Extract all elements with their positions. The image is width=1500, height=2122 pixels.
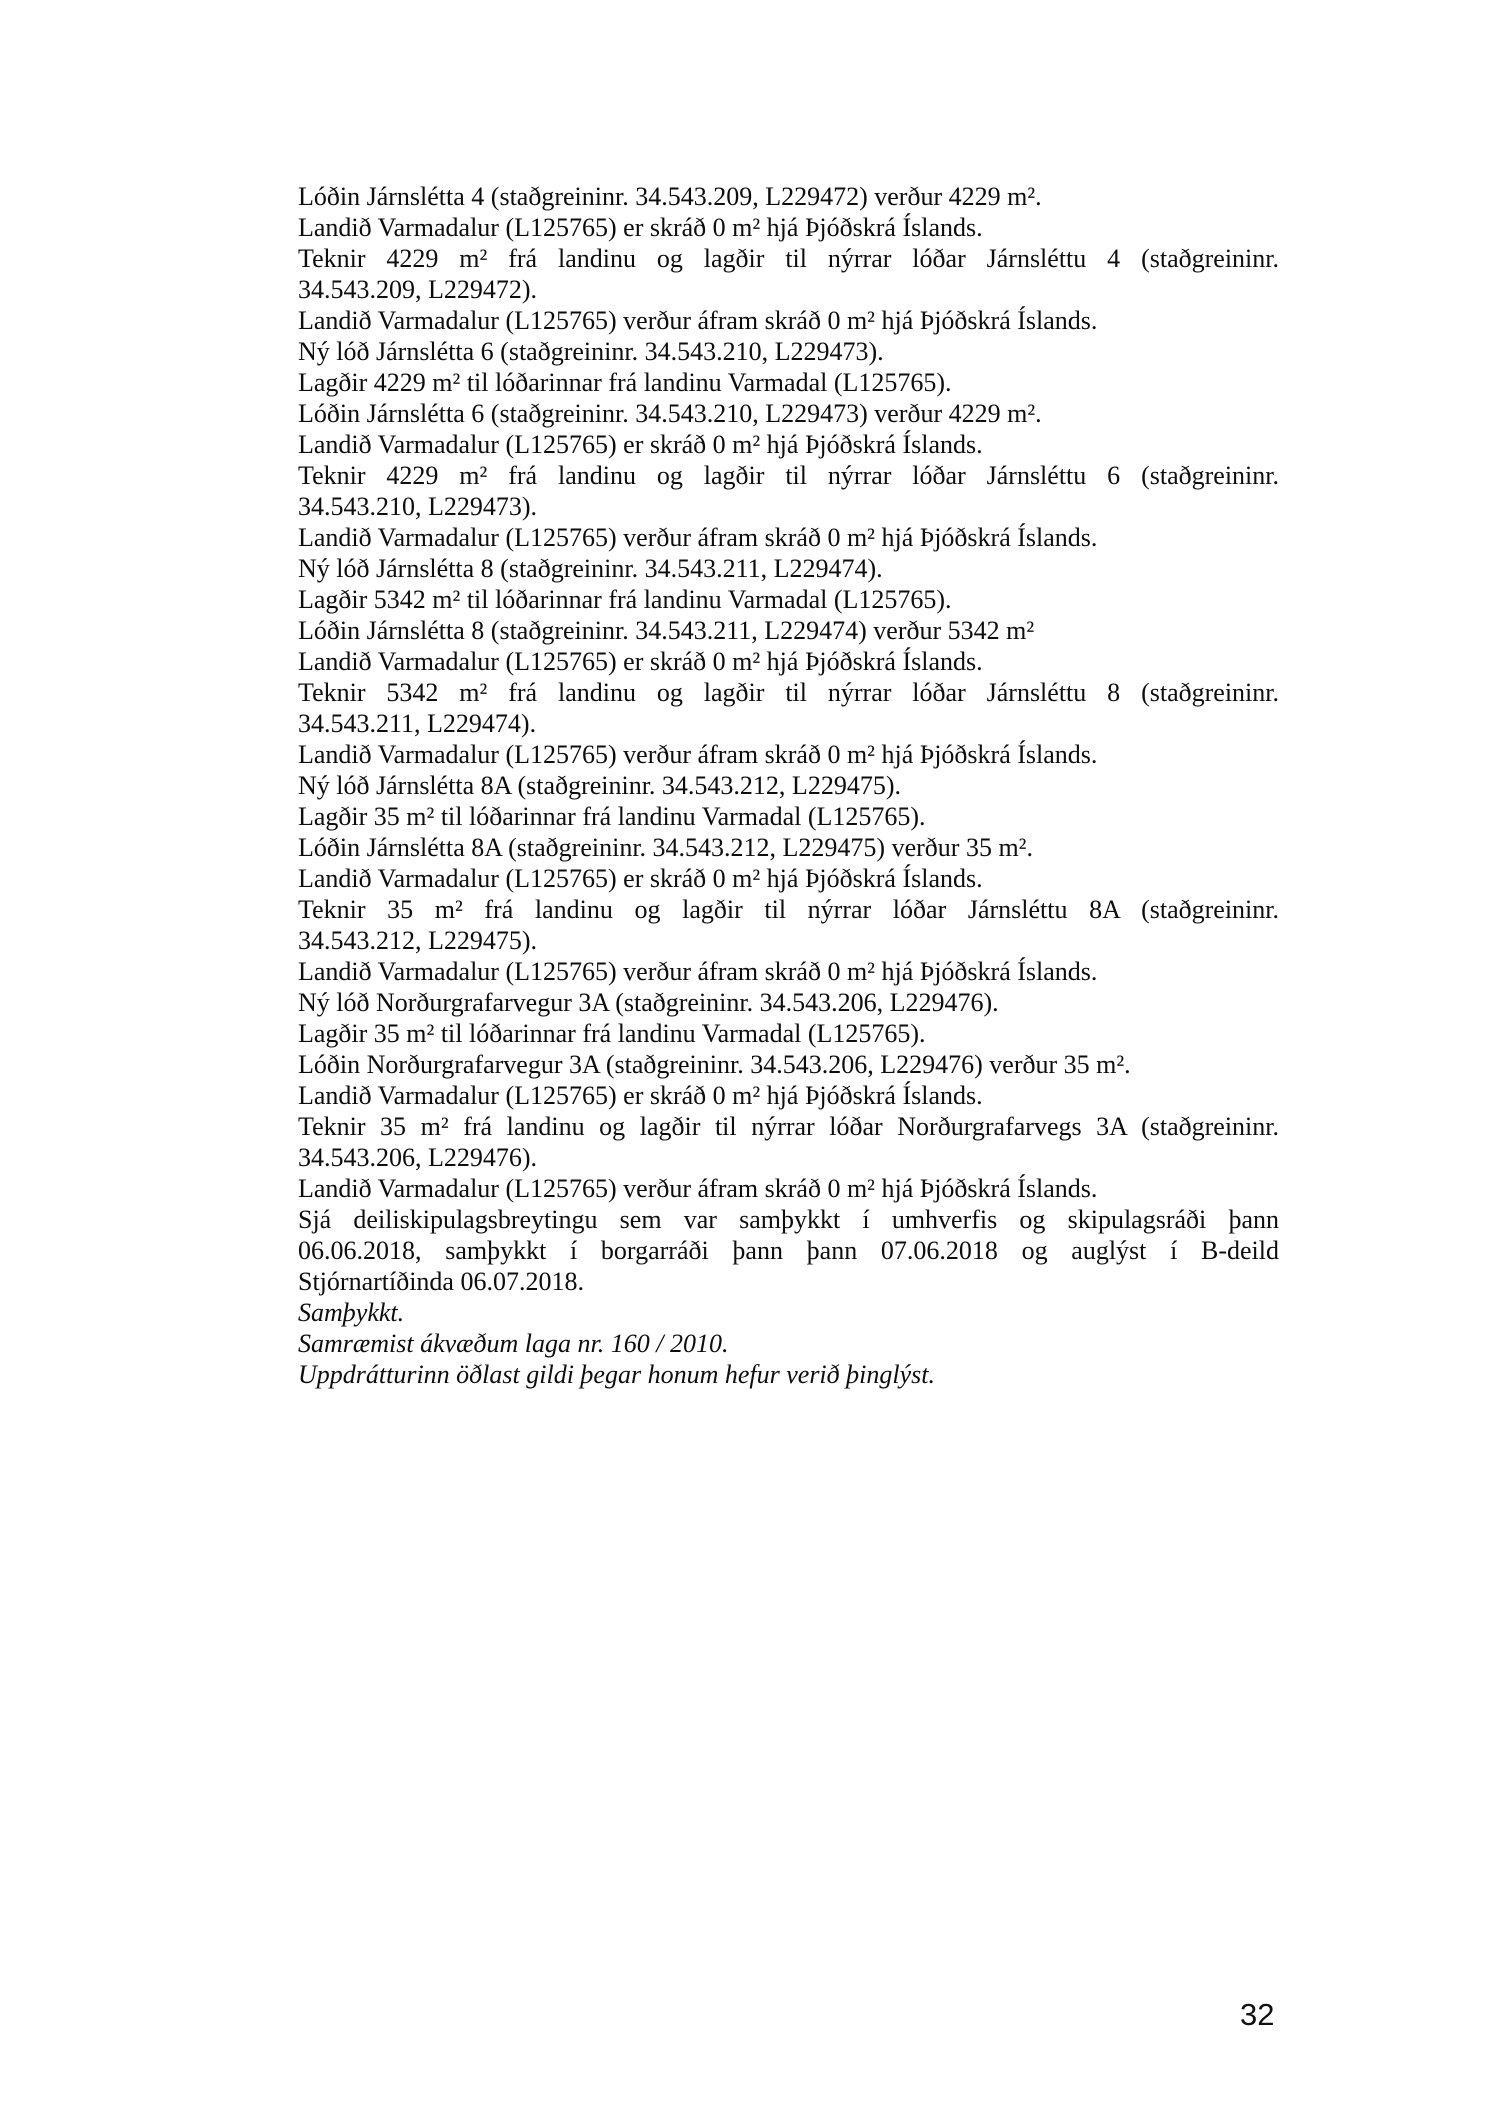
text-line: Lóðin Járnslétta 4 (staðgreininr. 34.543.209, L229472) verður 4229 m². (298, 182, 1042, 211)
text-line: Landið Varmadalur (L125765) verður áfram skráð 0 m² hjá Þjóðskrá Íslands. (298, 523, 1098, 552)
text-line: Lagðir 5342 m² til lóðarinnar frá landinu Varmadal (L125765). (298, 585, 952, 614)
text-line: 34.543.206, L229476). (298, 1143, 538, 1172)
text-line: Landið Varmadalur (L125765) verður áfram skráð 0 m² hjá Þjóðskrá Íslands. (298, 957, 1098, 986)
text-line: Ný lóð Járnslétta 8A (staðgreininr. 34.543.212, L229475). (298, 771, 901, 800)
text-line: Sjá deiliskipulagsbreytingu sem var samþykkt í umhverfis og skipulagsráði þann (298, 1205, 1279, 1234)
text-line: Ný lóð Norðurgrafarvegur 3A (staðgreininr. 34.543.206, L229476). (298, 988, 999, 1017)
text-line: Landið Varmadalur (L125765) er skráð 0 m² hjá Þjóðskrá Íslands. (298, 213, 983, 242)
text-line: Landið Varmadalur (L125765) verður áfram skráð 0 m² hjá Þjóðskrá Íslands. (298, 740, 1098, 769)
text-line: 34.543.209, L229472). (298, 275, 538, 304)
text-line: Landið Varmadalur (L125765) verður áfram skráð 0 m² hjá Þjóðskrá Íslands. (298, 306, 1098, 335)
text-line: Samþykkt. (298, 1298, 405, 1327)
text-line: Lóðin Járnslétta 6 (staðgreininr. 34.543.210, L229473) verður 4229 m². (298, 399, 1042, 428)
text-line: Landið Varmadalur (L125765) er skráð 0 m² hjá Þjóðskrá Íslands. (298, 864, 983, 893)
text-line: Teknir 4229 m² frá landinu og lagðir til nýrrar lóðar Járnsléttu 4 (staðgreininr. (298, 244, 1279, 273)
text-line: Teknir 35 m² frá landinu og lagðir til nýrrar lóðar Járnsléttu 8A (staðgreininr. (298, 895, 1279, 924)
text-line: Lagðir 4229 m² til lóðarinnar frá landinu Varmadal (L125765). (298, 368, 952, 397)
text-line: Landið Varmadalur (L125765) er skráð 0 m² hjá Þjóðskrá Íslands. (298, 647, 983, 676)
text-line: 34.543.210, L229473). (298, 492, 538, 521)
text-line: Uppdrátturinn öðlast gildi þegar honum hefur verið þinglýst. (298, 1360, 935, 1389)
text-line: Landið Varmadalur (L125765) er skráð 0 m² hjá Þjóðskrá Íslands. (298, 430, 983, 459)
text-line: Stjórnartíðinda 06.07.2018. (298, 1267, 584, 1296)
text-line: Ný lóð Járnslétta 8 (staðgreininr. 34.543.211, L229474). (298, 554, 883, 583)
text-line: Ný lóð Járnslétta 6 (staðgreininr. 34.543.210, L229473). (298, 337, 884, 366)
text-line: Lagðir 35 m² til lóðarinnar frá landinu Varmadal (L125765). (298, 802, 926, 831)
text-line: Lagðir 35 m² til lóðarinnar frá landinu Varmadal (L125765). (298, 1019, 926, 1048)
text-line: Landið Varmadalur (L125765) er skráð 0 m² hjá Þjóðskrá Íslands. (298, 1081, 983, 1110)
text-line: Landið Varmadalur (L125765) verður áfram skráð 0 m² hjá Þjóðskrá Íslands. (298, 1174, 1098, 1203)
text-line: Lóðin Járnslétta 8 (staðgreininr. 34.543.211, L229474) verður 5342 m² (298, 616, 1035, 645)
text-line: 34.543.212, L229475). (298, 926, 538, 955)
document-text-block (298, 181, 1279, 1390)
text-line: 34.543.211, L229474). (298, 709, 537, 738)
text-line: Teknir 5342 m² frá landinu og lagðir til nýrrar lóðar Járnsléttu 8 (staðgreininr. (298, 678, 1279, 707)
text-line: Lóðin Norðurgrafarvegur 3A (staðgreininr. 34.543.206, L229476) verður 35 m². (298, 1050, 1131, 1079)
text-line: Lóðin Járnslétta 8A (staðgreininr. 34.543.212, L229475) verður 35 m². (298, 833, 1033, 862)
text-line: Samræmist ákvæðum laga nr. 160 / 2010. (298, 1329, 729, 1358)
text-line: Teknir 35 m² frá landinu og lagðir til nýrrar lóðar Norðurgrafarvegs 3A (staðgreininr. (298, 1112, 1279, 1141)
text-line: Teknir 4229 m² frá landinu og lagðir til nýrrar lóðar Járnsléttu 6 (staðgreininr. (298, 461, 1279, 490)
page-number: 32 (1240, 1997, 1275, 2032)
text-line: 06.06.2018, samþykkt í borgarráði þann þann 07.06.2018 og auglýst í B-deild (298, 1236, 1279, 1265)
